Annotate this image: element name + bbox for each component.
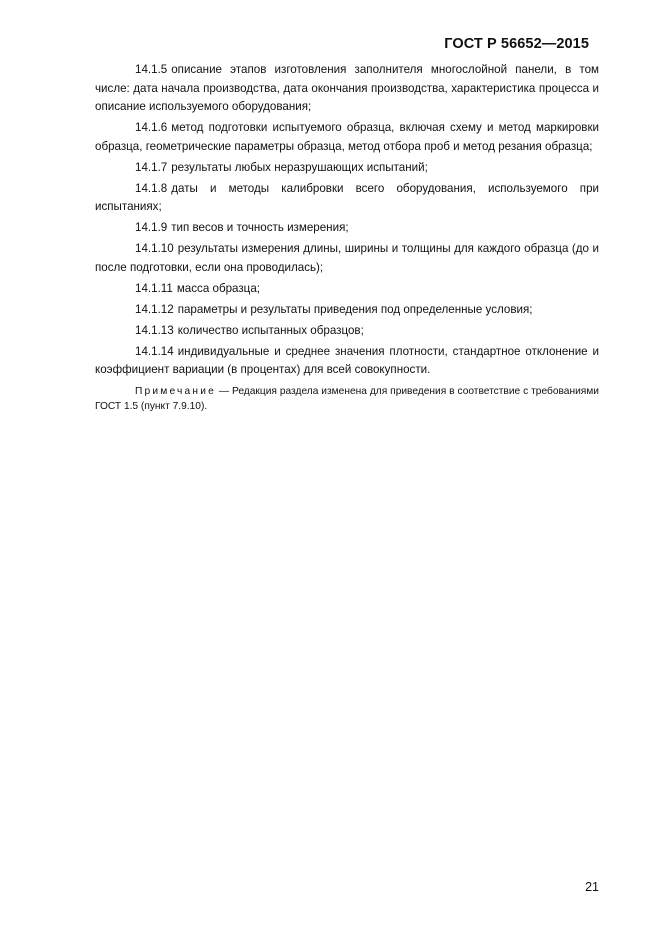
item-text: количество испытанных образцов; [177, 323, 364, 337]
note-text: — Редакция раздела изменена для приведения в соответствие с требованиями ГОСТ 1.5 (пункт 7.9.10). [95, 385, 599, 412]
item-number: 14.1.13 [135, 323, 174, 337]
item-text: результаты измерения длины, ширины и толщины для каждого образца (до и после подготовки, если она проводилась); [95, 242, 599, 274]
list-item [95, 301, 599, 320]
item-text: описание этапов изготовления заполнителя многослойной панели, в том числе: дата начала производства, дата окончания производства, характеристика процесса и описание используемого оборудования; [95, 63, 599, 113]
item-text: даты и методы калибровки всего оборудования, используемого при испытаниях; [95, 181, 599, 213]
item-number: 14.1.8 [135, 181, 168, 195]
page-number: 21 [585, 880, 599, 894]
list-item [95, 159, 599, 178]
list-item [95, 240, 599, 277]
item-text: параметры и результаты приведения под определенные условия; [177, 302, 533, 316]
item-number: 14.1.9 [135, 221, 168, 234]
item-text: индивидуальные и среднее значения плотности, стандартное отклонение и коэффициент вариации (в процентах) для всей совокупности. [95, 344, 599, 376]
list-item [95, 61, 599, 117]
item-number: 14.1.10 [135, 242, 174, 255]
item-text: метод подготовки испытуемого образца, включая схему и метод маркировки образца, геометрические параметры образца, метод отбора проб и метод резания образца; [95, 121, 599, 153]
list-item [95, 280, 599, 299]
item-text: результаты любых неразрушающих испытаний; [171, 160, 428, 174]
item-number: 14.1.12 [135, 302, 174, 316]
note-label: Примечание [135, 385, 216, 397]
list-item [95, 219, 599, 238]
item-number: 14.1.7 [135, 160, 168, 174]
item-number: 14.1.14 [135, 344, 174, 358]
document-header: ГОСТ Р 56652—2015 [444, 36, 589, 52]
item-text: масса образца; [176, 281, 260, 295]
note [95, 384, 599, 415]
item-number: 14.1.5 [135, 63, 168, 76]
document-body [95, 61, 599, 425]
list-item [95, 119, 599, 156]
item-text: тип весов и точность измерения; [171, 221, 349, 234]
list-item [95, 343, 599, 380]
item-number: 14.1.6 [135, 121, 168, 134]
list-item [95, 322, 599, 341]
item-number: 14.1.11 [135, 281, 173, 295]
list-item [95, 180, 599, 217]
